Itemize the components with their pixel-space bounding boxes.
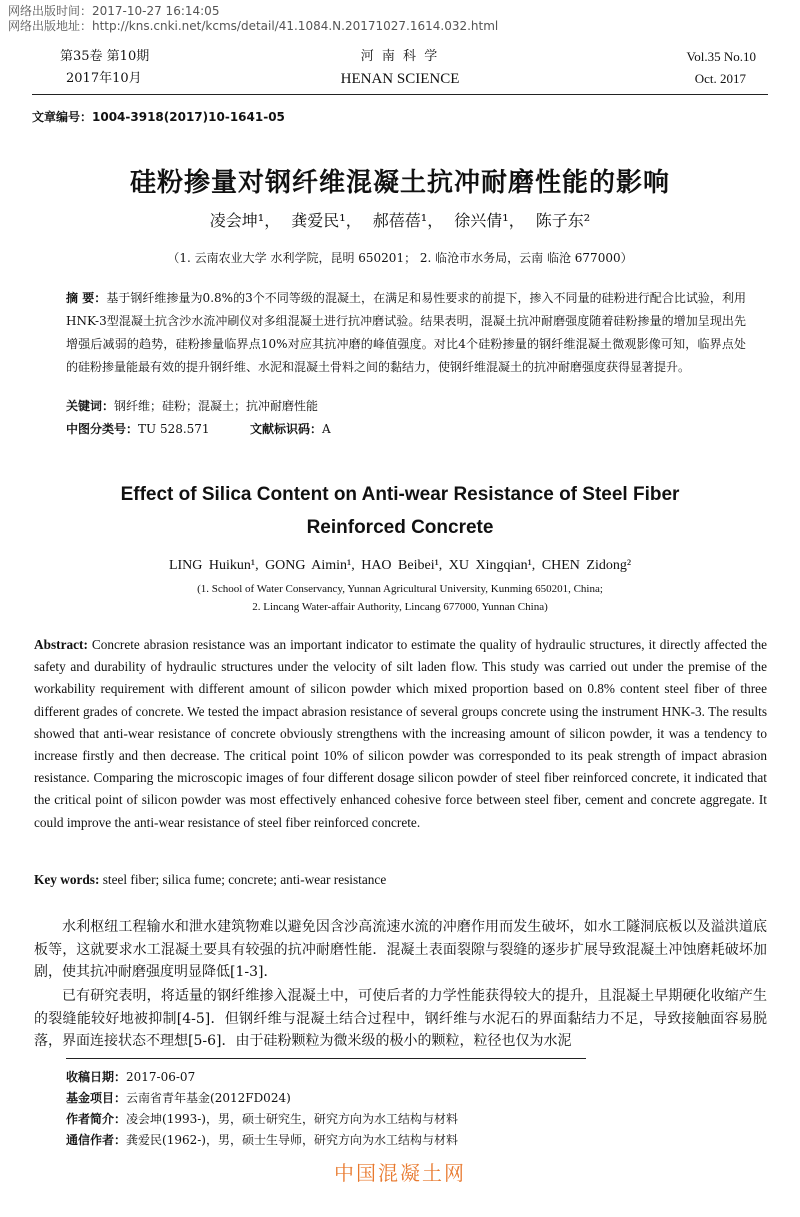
- footnote-author: 作者简介：凌会坤(1993-)，男，硕士研究生，研究方向为水工结构与材料: [66, 1112, 458, 1126]
- abstract-en-label: Abstract:: [34, 637, 88, 652]
- authors-en: LING Huikun¹, GONG Aimin¹, HAO Beibei¹, XU Xingqian¹, CHEN Zidong²: [168, 558, 632, 573]
- classification-cn: 中图分类号：TU 528.571: [66, 422, 210, 436]
- title-en-line1: Effect of Silica Content on Anti-wear Resistance of Steel Fiber: [120, 484, 680, 505]
- footnote-rule: [66, 1058, 586, 1059]
- body-paragraph-2: 已有研究表明，将适量的钢纤维掺入混凝土中，可使后者的力学性能获得较大的提升，且混凝土早期硬化收缩产生的裂缝能较好地被抑制[4-5]．但钢纤维与混凝土结合过程中，钢纤维与水泥石的界面黏结力不足，导致接触面容易脱落，界面连接状态不理想[5-6]．由于硅粉颗粒为微米级的极小的颗粒，粒径也仅为水泥: [34, 988, 767, 1049]
- header-date-en: Oct. 2017: [694, 71, 746, 86]
- footnote-fund: 基金项目：云南省青年基金(2012FD024): [66, 1091, 291, 1105]
- keywords-en: Key words: steel fiber; silica fume; concrete; anti-wear resistance: [34, 872, 387, 887]
- header-date-cn: 2017年10月: [66, 71, 142, 86]
- online-publish-url[interactable]: 网络出版地址：http://kns.cnki.net/kcms/detail/41.1084.N.20171027.1614.032.html: [8, 19, 499, 33]
- abstract-en-text: Concrete abrasion resistance was an important indicator to estimate the quality of hydraulic structures, it directly affected the safety and durability of hydraulic structures under the velocity of silt laden flow. This study was carried out under the premise of the workability requirement with different amount of silicon powder which mixed proportion based on 0.8% content steel fiber of three different grades of concrete. We tested the impact abrasion resistance of several groups concrete using the instrument HNK-3. The results showed that anti-wear resistance of concrete obviously strengthens with the increasing amount of silicon powder, it was a tendency to increase firstly and then decrease. The critical point 10% of silicon powder was corresponded to its peak strength of impact abrasion resistance. Comparing the microscopic images of four different dosage silicon powder of steel fiber reinforced concrete, it indicated that the critical point of silicon powder was most effectively enhanced cohesive force between steel fiber, cement and concrete aggregate. It could improve the anti-wear resistance of steel fiber reinforced concrete.: [34, 637, 767, 830]
- abstract-en: [34, 634, 767, 834]
- title-cn: 硅粉掺量对钢纤维混凝土抗冲耐磨性能的影响: [129, 168, 670, 198]
- affiliation-en-line1: (1. School of Water Conservancy, Yunnan Agricultural University, Kunming 650201, China;: [197, 583, 603, 595]
- body-paragraph-1: 水利枢纽工程输水和泄水建筑物难以避免因含沙高流速水流的冲磨作用而发生破坏，如水工隧洞底板以及溢洪道底板等，这就要求水工混凝土要具有较强的抗冲耐磨性能．混凝土表面裂隙与裂缝的逐步扩展导致混凝土冲蚀磨耗破坏加剧，使其抗冲耐磨强度明显降低[1-3]．: [34, 919, 767, 980]
- article-number: 文章编号：1004-3918(2017)10-1641-05: [32, 110, 285, 124]
- keywords-cn: 关键词：钢纤维；硅粉；混凝土；抗冲耐磨性能: [66, 399, 319, 413]
- abstract-cn-label: 摘 要：: [66, 291, 107, 305]
- affiliation-en-line2: 2. Lincang Water-affair Authority, Lincang 677000, Yunnan China): [252, 601, 548, 613]
- document-code-cn: 文献标识码：A: [250, 422, 331, 436]
- site-watermark: 中国混凝土网: [334, 1161, 466, 1185]
- footnote-received: 收稿日期：2017-06-07: [66, 1070, 196, 1084]
- authors-cn: 凌会坤¹， 龚爱民¹， 郝蓓蓓¹， 徐兴倩¹， 陈子东²: [209, 211, 591, 230]
- title-en-line2: Reinforced Concrete: [306, 517, 494, 538]
- journal-name-en: HENAN SCIENCE: [340, 71, 460, 87]
- header-volume-en: Vol.35 No.10: [686, 49, 756, 64]
- header-rule: [32, 94, 768, 95]
- affiliation-cn: （1. 云南农业大学 水利学院，昆明 650201； 2. 临沧市水务局，云南 临沧 677000）: [167, 251, 633, 265]
- header-volume-cn: 第35卷 第10期: [60, 49, 150, 64]
- abstract-cn-text: 基于钢纤维掺量为0.8%的3个不同等级的混凝土，在满足和易性要求的前提下，掺入不同量的硅粉进行配合比试验，利用HNK-3型混凝土抗含沙水流冲刷仪对多组混凝土进行抗冲磨试验。结果表明，混凝土抗冲耐磨强度随着硅粉掺量的增加呈现出先增强后减弱的趋势，硅粉掺量临界点10%对应其抗冲磨的峰值强度。对比4个硅粉掺量的钢纤维混凝土微观影像可知，临界点处的硅粉掺量能最有效的提升钢纤维、水泥和混凝土骨料之间的黏结力，使钢纤维混凝土的抗冲耐磨强度获得显著提升。: [66, 291, 746, 374]
- online-publish-time: 网络出版时间：2017-10-27 16:14:05: [8, 4, 220, 18]
- footnote-corresponding: 通信作者：龚爱民(1962-)，男，硕士生导师，研究方向为水工结构与材料: [66, 1133, 458, 1147]
- journal-name-cn: 河 南 科 学: [360, 49, 440, 64]
- abstract-cn: [66, 287, 746, 379]
